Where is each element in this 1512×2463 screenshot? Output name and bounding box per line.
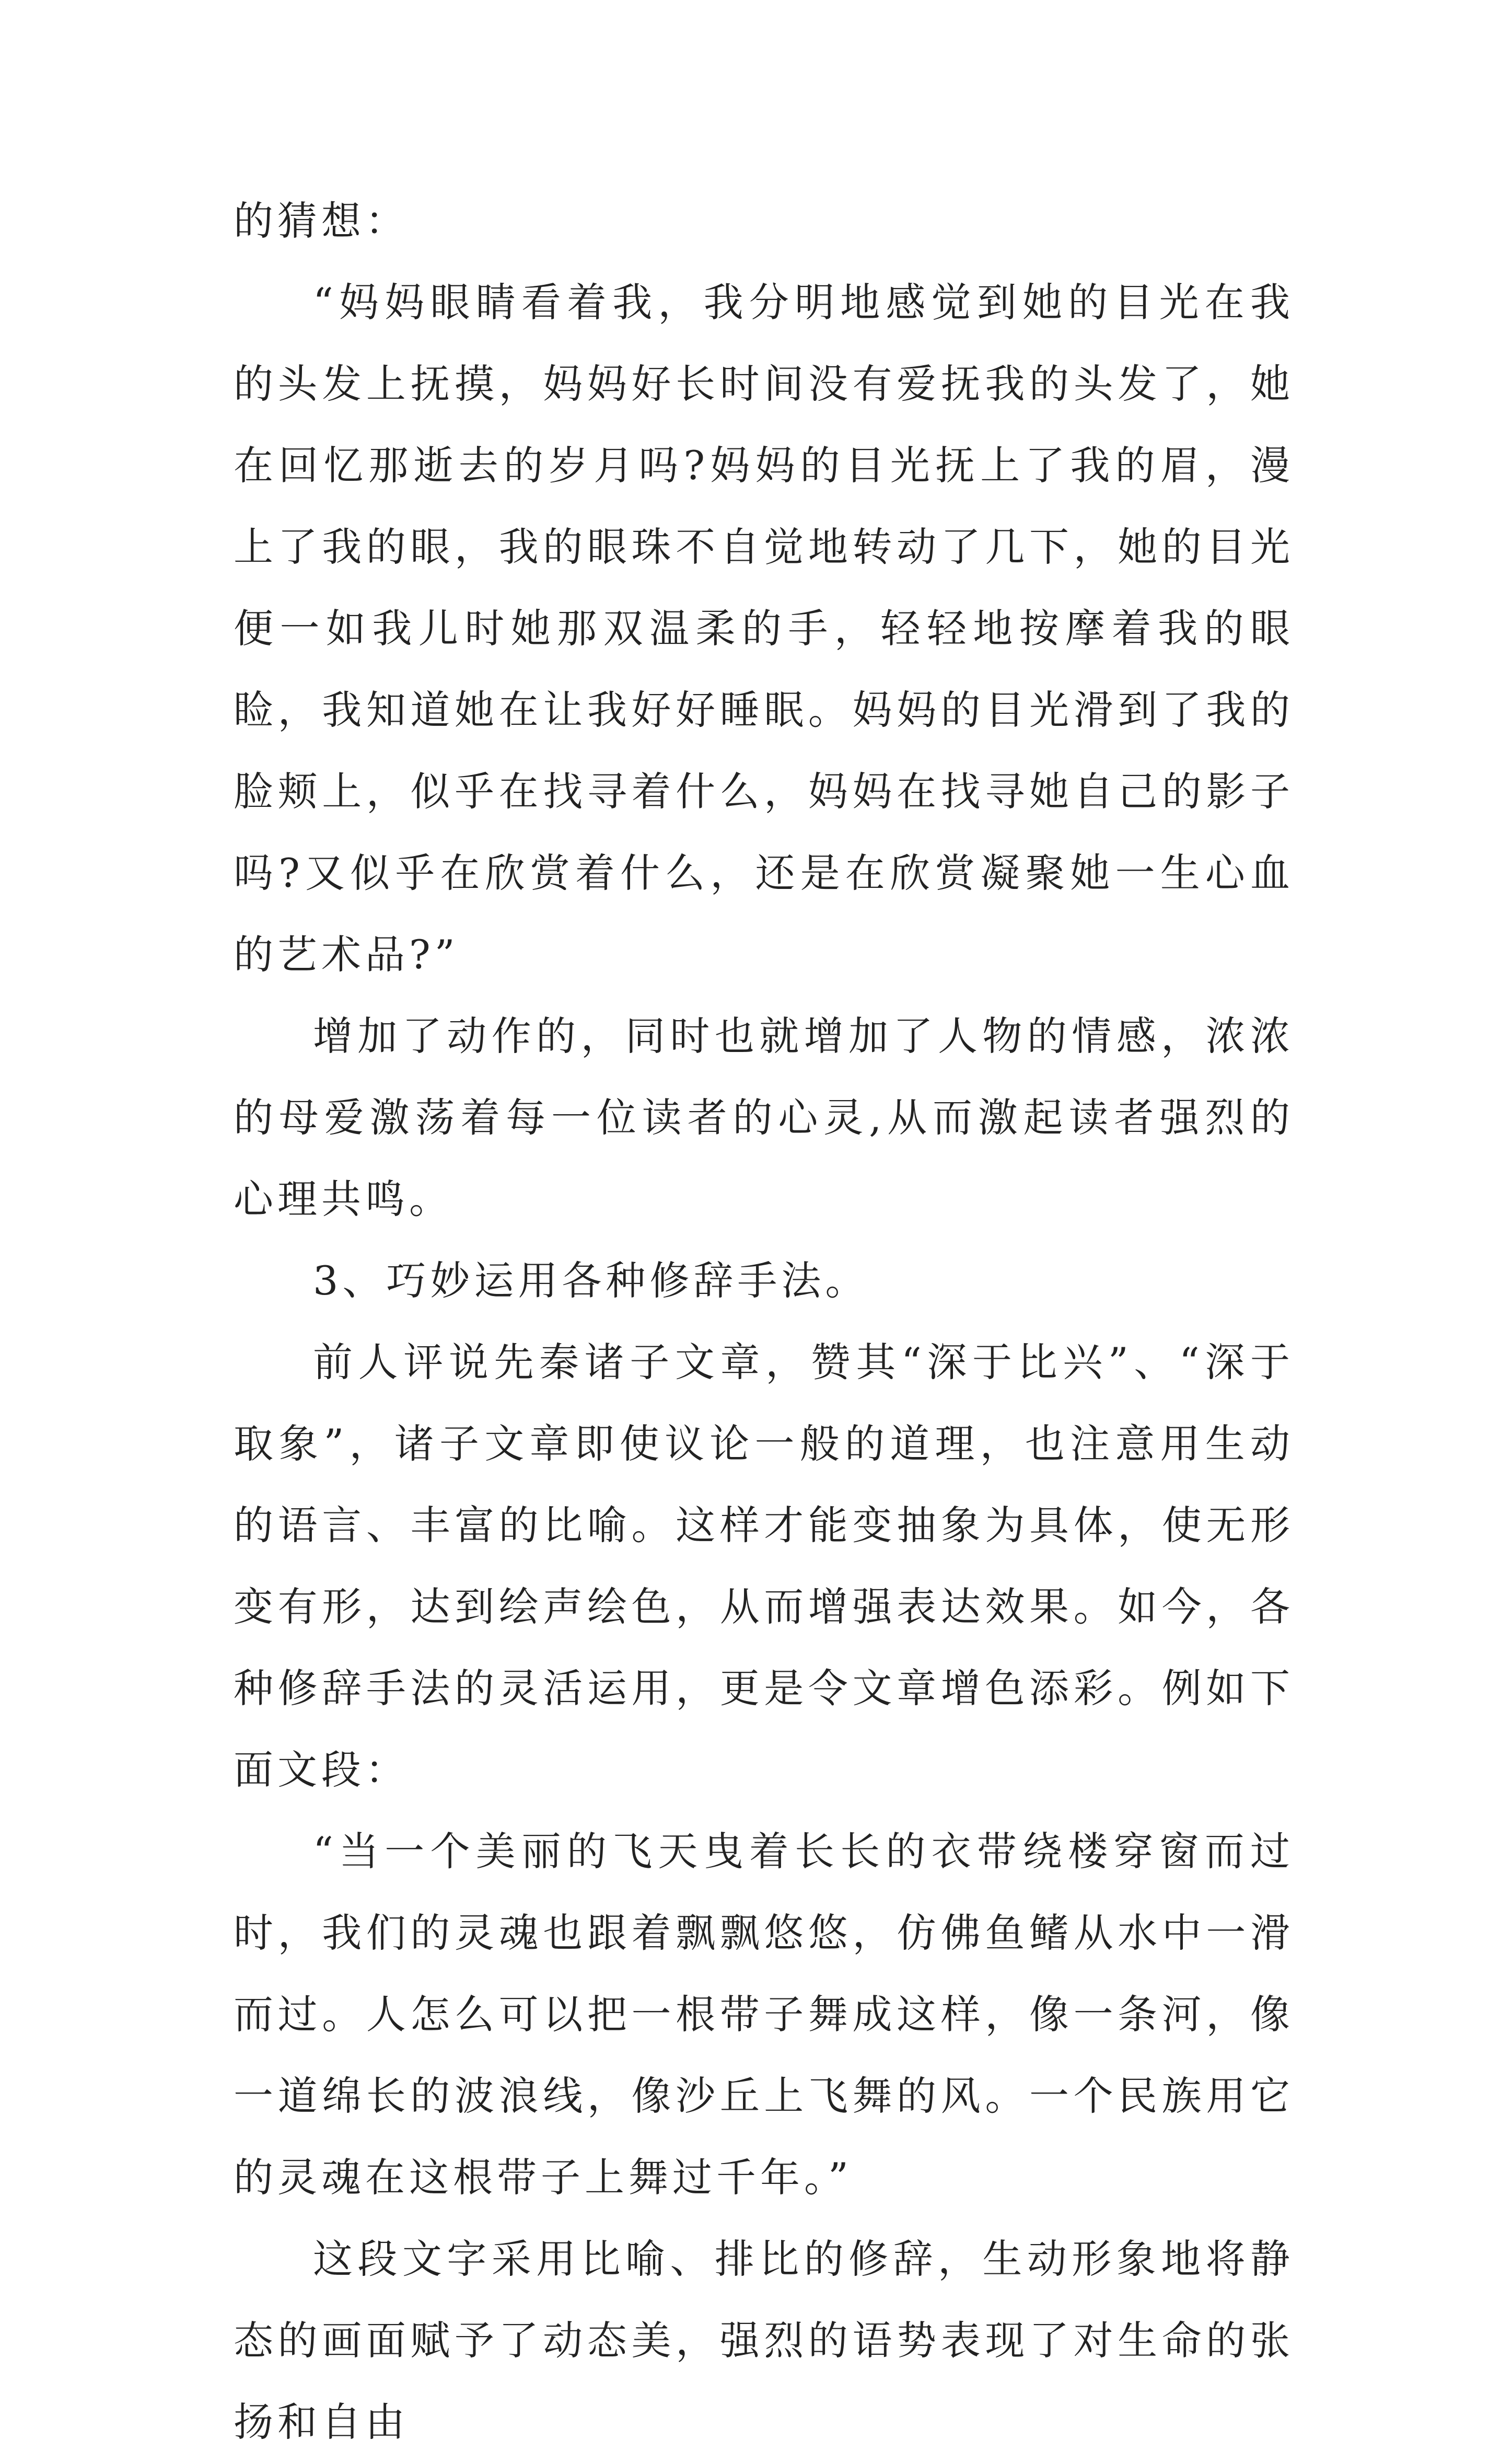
- paragraph-quote-mother: “妈妈眼睛看着我，我分明地感觉到她的目光在我的头发上抚摸，妈妈好长时间没有爱抚我的头发了，她在回忆那逝去的岁月吗?妈妈的目光抚上了我的眉，漫上了我的眼，我的眼珠不自觉地转动了几下，她的目光便一如我儿时她那双温柔的手，轻轻地按摩着我的眼睑，我知道她在让我好好睡眠。妈妈的目光滑到了我的脸颊上，似乎在找寻着什么，妈妈在找寻她自己的影子吗?又似乎在欣赏着什么，还是在欣赏凝聚她一生心血的艺术品?”: [234, 279, 1294, 978]
- section-heading-rhetoric: 3、巧妙运用各种修辞手法。: [313, 1257, 869, 1304]
- document-body: [234, 180, 1294, 2463]
- paragraph-continuation: 的猜想：: [234, 198, 409, 244]
- paragraph-quote-feitian: “当一个美丽的飞天曳着长长的衣带绕楼穿窗而过时，我们的灵魂也跟着飘飘悠悠，仿佛鱼鳍从水中一滑而过。人怎么可以把一根带子舞成这样，像一条河，像一道绵长的波浪线，像沙丘上飞舞的风。一个民族用它的灵魂在这根带子上舞过千年。”: [234, 1828, 1294, 2201]
- paragraph-rhetoric-intro: 前人评说先秦诸子文章，赞其“深于比兴”、“深于取象”，诸子文章即使议论一般的道理，也注意用生动的语言、丰富的比喻。这样才能变抽象为具体，使无形变有形，达到绘声绘色，从而增强表达效果。如今，各种修辞手法的灵活运用，更是令文章增色添彩。例如下面文段：: [234, 1339, 1294, 1793]
- paragraph-comment-emotion: 增加了动作的，同时也就增加了人物的情感，浓浓的母爱激荡着每一位读者的心灵,从而激起读者强烈的心理共鸣。: [234, 1013, 1294, 1222]
- paragraph-analysis: 这段文字采用比喻、排比的修辞，生动形象地将静态的画面赋予了动态美，强烈的语势表现了对生命的张扬和自由: [234, 2236, 1294, 2445]
